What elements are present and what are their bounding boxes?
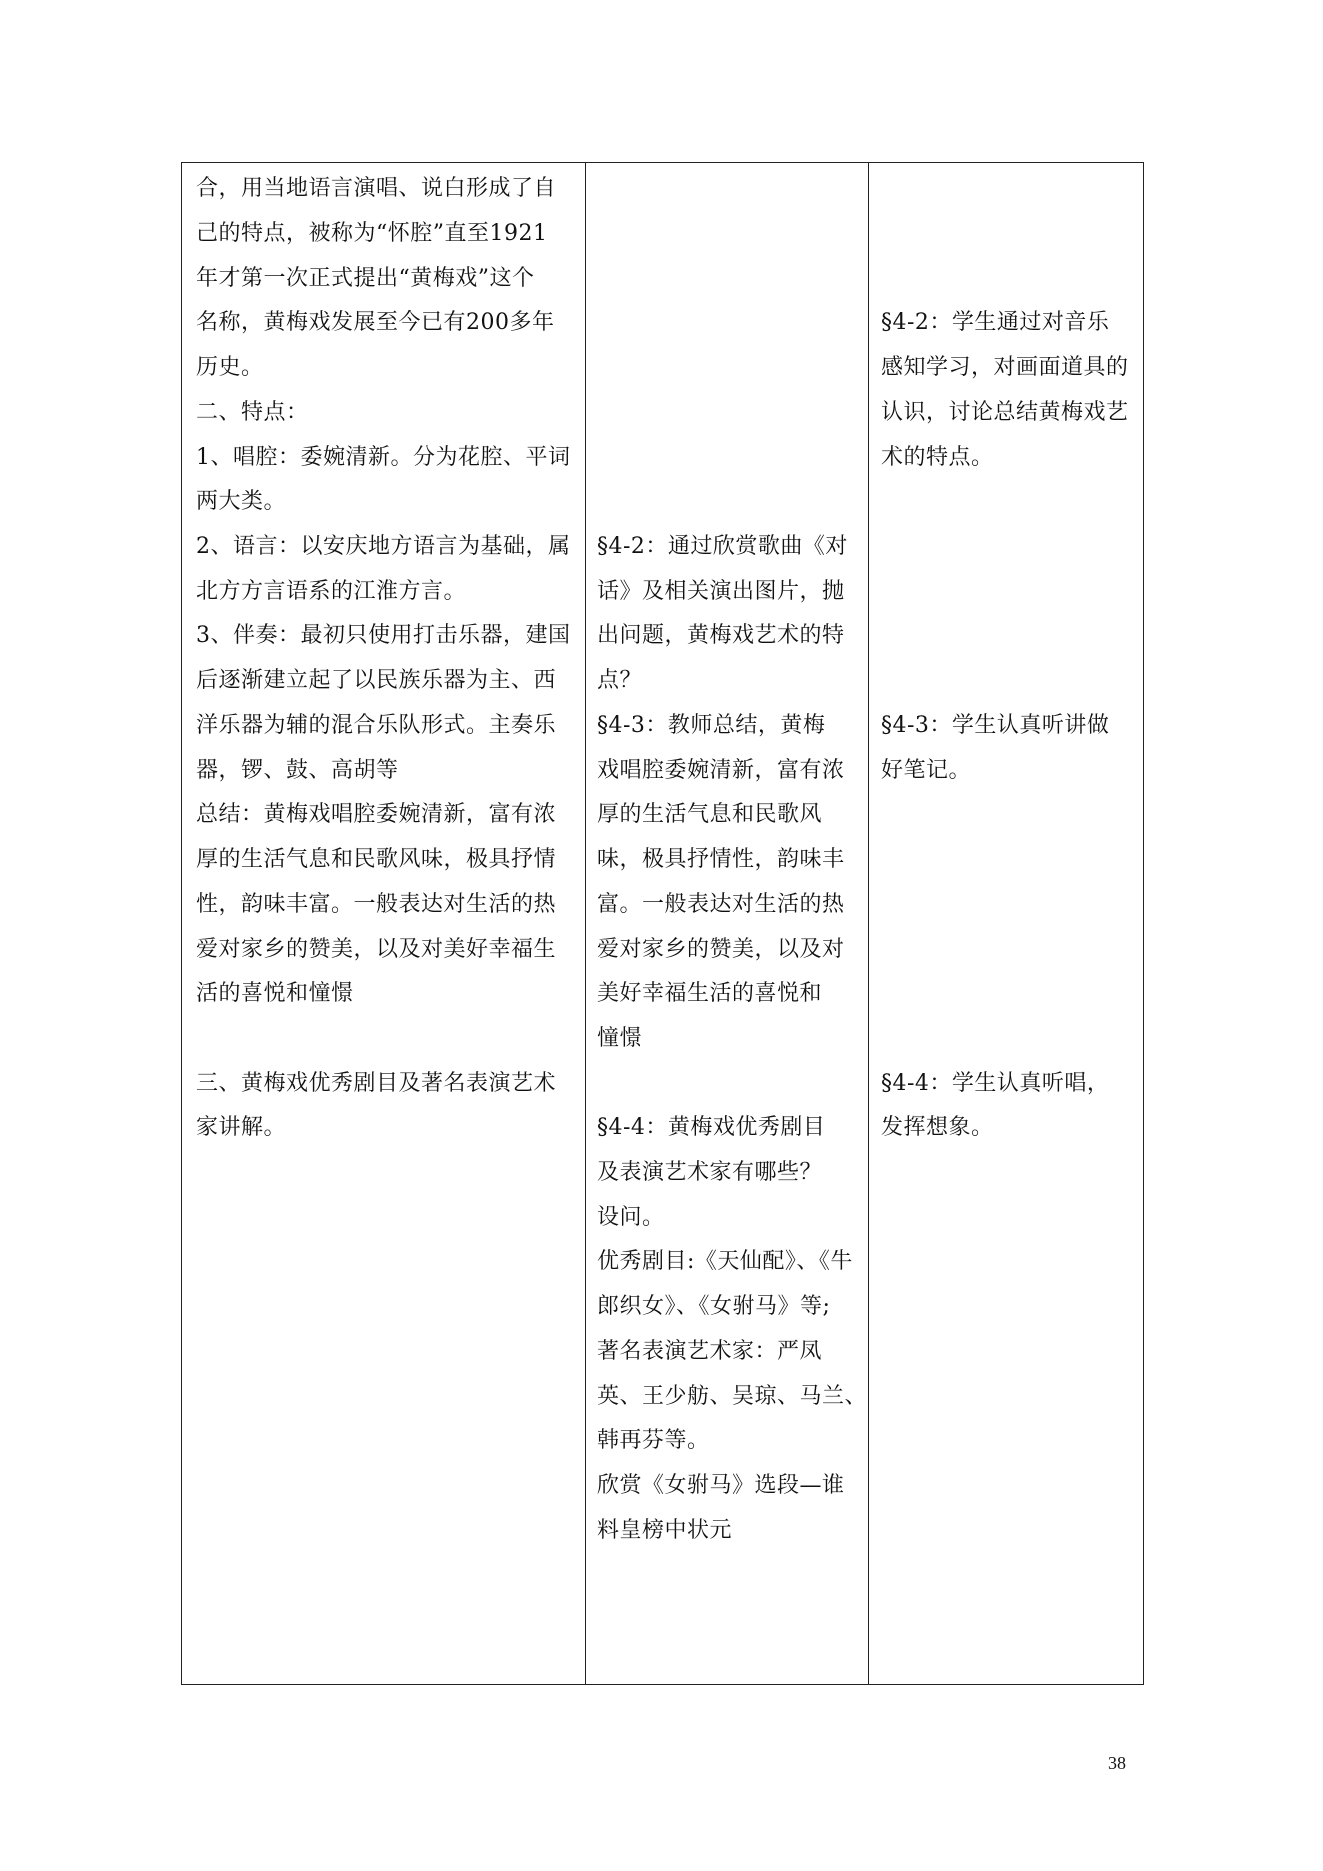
teacher-activity-line: 英、王少舫、吴琼、马兰、 bbox=[597, 1384, 868, 1409]
teacher-activity-line: 点？ bbox=[597, 668, 643, 693]
teacher-activity-line: 戏唱腔委婉清新，富有浓 bbox=[597, 758, 845, 783]
teacher-activity-line: §4-2：通过欣赏歌曲《对 bbox=[597, 534, 848, 559]
student-activity-line: 好笔记。 bbox=[881, 758, 972, 783]
column-divider-1 bbox=[585, 163, 586, 1684]
content-line: 爱对家乡的赞美，以及对美好幸福生 bbox=[196, 937, 557, 962]
content-line: 总结：黄梅戏唱腔委婉清新，富有浓 bbox=[196, 802, 557, 827]
content-line: 洋乐器为辅的混合乐队形式。主奏乐 bbox=[196, 713, 557, 738]
teacher-activity-line: 出问题，黄梅戏艺术的特 bbox=[597, 623, 845, 648]
teacher-activity-line: 富。一般表达对生活的热 bbox=[597, 892, 845, 917]
content-line: 厚的生活气息和民歌风味，极具抒情 bbox=[196, 847, 557, 872]
teacher-activity-line: 著名表演艺术家：严凤 bbox=[597, 1339, 823, 1364]
student-activity-line: 发挥想象。 bbox=[881, 1115, 994, 1140]
student-activity-line: 感知学习，对画面道具的 bbox=[881, 355, 1129, 380]
content-line: 名称，黄梅戏发展至今已有200多年 bbox=[196, 310, 555, 335]
teacher-activity-line: 味，极具抒情性，韵味丰 bbox=[597, 847, 845, 872]
content-line: 三、黄梅戏优秀剧目及著名表演艺术 bbox=[196, 1071, 557, 1096]
student-activity-line: 术的特点。 bbox=[881, 445, 994, 470]
content-line: 己的特点，被称为“怀腔”直至1921 bbox=[196, 221, 548, 246]
content-line: 家讲解。 bbox=[196, 1115, 287, 1140]
content-line: 北方方言语系的江淮方言。 bbox=[196, 579, 467, 604]
content-line: 器，锣、鼓、高胡等 bbox=[196, 758, 399, 783]
teacher-activity-line: 料皇榜中状元 bbox=[597, 1518, 733, 1543]
teacher-activity-line: 憧憬 bbox=[597, 1026, 643, 1051]
content-line: 二、特点： bbox=[196, 400, 309, 425]
content-line: 历史。 bbox=[196, 355, 264, 380]
content-line: 3、伴奏：最初只使用打击乐器，建国 bbox=[196, 623, 571, 648]
teacher-activity-line: 韩再芬等。 bbox=[597, 1428, 710, 1453]
content-line: 2、语言：以安庆地方语言为基础，属 bbox=[196, 534, 571, 559]
teacher-activity-line: 话》及相关演出图片，抛 bbox=[597, 579, 845, 604]
student-activity-line: §4-3：学生认真听讲做 bbox=[881, 713, 1110, 738]
page-number: 38 bbox=[1108, 1753, 1126, 1773]
content-line: 后逐渐建立起了以民族乐器为主、西 bbox=[196, 668, 557, 693]
teacher-activity-line: 及表演艺术家有哪些？ bbox=[597, 1160, 823, 1185]
lesson-table bbox=[181, 162, 1144, 1685]
teacher-activity-line: 郎织女》、《女驸马》等; bbox=[597, 1294, 831, 1319]
content-line: 性，韵味丰富。一般表达对生活的热 bbox=[196, 892, 557, 917]
teacher-activity-line: 爱对家乡的赞美，以及对 bbox=[597, 937, 845, 962]
content-line: 合，用当地语言演唱、说白形成了自 bbox=[196, 176, 557, 201]
teacher-activity-line: 厚的生活气息和民歌风 bbox=[597, 802, 823, 827]
teacher-activity-line: §4-3：教师总结，黄梅 bbox=[597, 713, 826, 738]
teacher-activity-line: 美好幸福生活的喜悦和 bbox=[597, 981, 823, 1006]
content-line: 两大类。 bbox=[196, 489, 287, 514]
teacher-activity-line: 设问。 bbox=[597, 1205, 665, 1230]
teacher-activity-line: 欣赏《女驸马》选段—谁 bbox=[597, 1473, 845, 1498]
content-line: 年才第一次正式提出“黄梅戏”这个 bbox=[196, 266, 535, 291]
teacher-activity-line: 优秀剧目:《天仙配》、《牛 bbox=[597, 1249, 853, 1274]
content-line: 活的喜悦和憧憬 bbox=[196, 981, 354, 1006]
content-line: 1、唱腔：委婉清新。分为花腔、平词 bbox=[196, 445, 571, 470]
student-activity-line: 认识，讨论总结黄梅戏艺 bbox=[881, 400, 1129, 425]
teacher-activity-line: §4-4：黄梅戏优秀剧目 bbox=[597, 1115, 826, 1140]
column-divider-2 bbox=[868, 163, 869, 1684]
student-activity-line: §4-2：学生通过对音乐 bbox=[881, 310, 1110, 335]
student-activity-line: §4-4：学生认真听唱， bbox=[881, 1071, 1110, 1096]
